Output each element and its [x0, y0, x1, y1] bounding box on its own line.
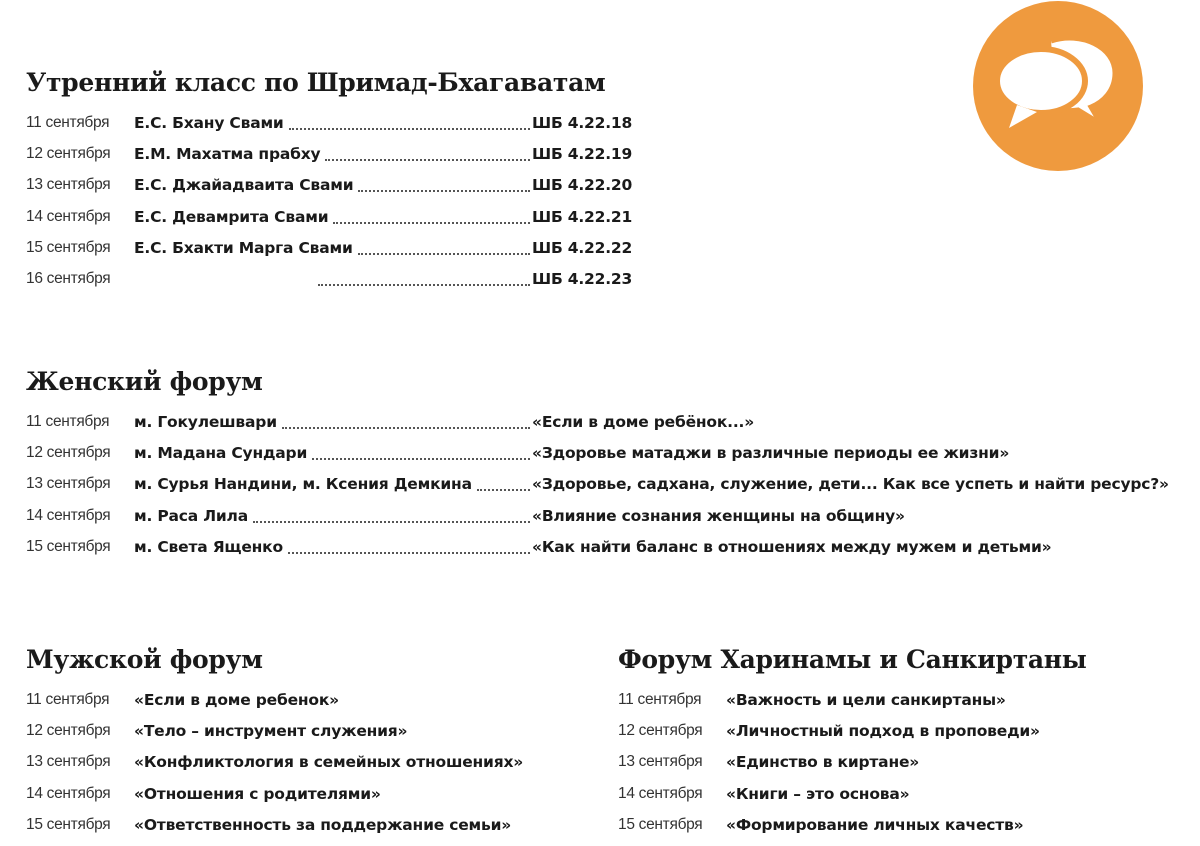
row-date: 13 сентября — [26, 753, 111, 771]
speaker-name: Е.С. Бхакти Марга Свами — [134, 238, 356, 258]
women-forum-list — [26, 412, 1196, 568]
schedule-row — [26, 238, 646, 269]
talk-topic: «Тело – инструмент служения» — [134, 722, 408, 741]
dotted-leader — [477, 487, 530, 491]
row-date: 15 сентября — [618, 815, 703, 833]
talk-topic: «Как найти баланс в отношениях между мужем и детьми» — [532, 537, 1052, 556]
talk-topic: «Конфликтология в семейных отношениях» — [134, 753, 524, 772]
schedule-row — [26, 721, 596, 752]
dotted-leader — [312, 456, 530, 460]
schedule-row — [26, 784, 596, 815]
harinama-forum-list — [618, 690, 1188, 846]
women-forum-title: Женский форум — [26, 367, 263, 396]
schedule-row — [26, 144, 646, 175]
dotted-leader — [253, 519, 530, 523]
schedule-row — [618, 784, 1188, 815]
row-date: 16 сентября — [26, 269, 111, 287]
speaker-name: Е.С. Девамрита Свами — [134, 207, 331, 227]
speaker-name: м. Раса Лила — [134, 506, 251, 526]
schedule-row — [26, 815, 596, 846]
row-date: 11 сентября — [618, 691, 702, 708]
row-date: 14 сентября — [618, 784, 703, 802]
row-date: 12 сентября — [26, 444, 111, 462]
talk-topic: «Формирование личных качеств» — [726, 815, 1024, 834]
chat-bubbles-icon — [973, 1, 1143, 171]
dotted-leader — [282, 425, 530, 429]
row-date: 15 сентября — [26, 238, 111, 256]
men-forum-title: Мужской форум — [26, 645, 263, 674]
women-forum-section — [26, 369, 1196, 568]
dotted-leader — [333, 220, 530, 224]
row-date: 15 сентября — [26, 815, 111, 833]
schedule-row — [26, 443, 1196, 474]
morning-class-title: Утренний класс по Шримад-Бхагаватам — [26, 68, 606, 97]
schedule-row — [26, 474, 1196, 505]
talk-topic: «Если в доме ребёнок...» — [532, 413, 755, 431]
speaker-name: Е.С. Бхану Свами — [134, 113, 287, 133]
row-date: 14 сентября — [26, 784, 111, 802]
dotted-leader — [358, 188, 530, 192]
row-date: 11 сентября — [26, 691, 110, 708]
schedule-row — [26, 506, 1196, 537]
schedule-row — [26, 412, 1196, 443]
schedule-row — [618, 815, 1188, 846]
scripture-reference: ШБ 4.22.23 — [532, 269, 633, 288]
harinama-forum-title: Форум Харинамы и Санкиртаны — [618, 645, 1087, 674]
dotted-leader — [288, 550, 530, 554]
morning-class-list — [26, 113, 646, 300]
talk-topic: «Отношения с родителями» — [134, 784, 381, 803]
schedule-row — [26, 269, 646, 300]
speaker-name: м. Сурья Нандини, м. Ксения Демкина — [134, 474, 475, 494]
talk-topic: «Здоровье, садхана, служение, дети... Как все успеть и найти ресурс?» — [532, 475, 1169, 494]
row-date: 12 сентября — [618, 722, 703, 740]
schedule-row — [26, 175, 646, 206]
talk-topic: «Личностный подход в проповеди» — [726, 722, 1040, 741]
schedule-row — [26, 690, 596, 721]
row-date: 14 сентября — [26, 506, 111, 524]
dotted-leader — [318, 282, 530, 286]
scripture-reference: ШБ 4.22.22 — [532, 238, 633, 257]
row-date: 13 сентября — [26, 475, 111, 493]
scripture-reference: ШБ 4.22.19 — [532, 145, 633, 164]
row-date: 13 сентября — [618, 753, 703, 771]
schedule-row — [618, 752, 1188, 783]
harinama-forum-section — [618, 647, 1188, 846]
dotted-leader — [325, 157, 530, 161]
talk-topic: «Если в доме ребенок» — [134, 691, 339, 709]
men-forum-list — [26, 690, 596, 846]
schedule-row — [26, 752, 596, 783]
dotted-leader — [358, 251, 530, 255]
scripture-reference: ШБ 4.22.20 — [532, 176, 633, 195]
talk-topic: «Важность и цели санкиртаны» — [726, 691, 1006, 709]
schedule-row — [26, 537, 1196, 568]
speaker-name: м. Гокулешвари — [134, 412, 280, 432]
men-forum-section — [26, 647, 596, 846]
talk-topic: «Здоровье матаджи в различные периоды ее жизни» — [532, 444, 1010, 463]
morning-class-section — [26, 70, 646, 300]
dotted-leader — [289, 126, 530, 130]
schedule-row — [26, 207, 646, 238]
schedule-row — [618, 690, 1188, 721]
row-date: 14 сентября — [26, 207, 111, 225]
schedule-row — [26, 113, 646, 144]
speaker-name: Е.С. Джайадваита Свами — [134, 175, 356, 195]
talk-topic: «Единство в киртане» — [726, 753, 920, 772]
scripture-reference: ШБ 4.22.18 — [532, 114, 633, 132]
row-date: 15 сентября — [26, 537, 111, 555]
row-date: 12 сентября — [26, 145, 111, 163]
talk-topic: «Ответственность за поддержание семьи» — [134, 815, 512, 834]
row-date: 11 сентября — [26, 413, 110, 430]
speaker-name: Е.М. Махатма прабху — [134, 144, 323, 164]
schedule-row — [618, 721, 1188, 752]
row-date: 11 сентября — [26, 114, 110, 131]
speaker-name: м. Мадана Сундари — [134, 443, 310, 463]
row-date: 13 сентября — [26, 176, 111, 194]
row-date: 12 сентября — [26, 722, 111, 740]
scripture-reference: ШБ 4.22.21 — [532, 207, 633, 226]
speaker-name: м. Света Ященко — [134, 537, 286, 557]
talk-topic: «Влияние сознания женщины на общину» — [532, 506, 905, 525]
talk-topic: «Книги – это основа» — [726, 784, 910, 803]
